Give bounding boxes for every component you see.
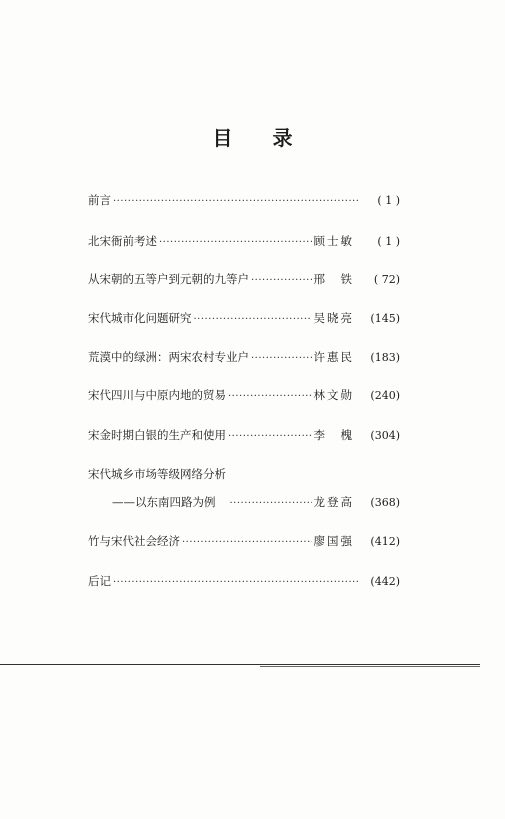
toc-entry-author: 顾士敏 [313,234,354,248]
toc-entry-title: 从宋朝的五等户到元朝的九等户 [88,272,249,286]
toc-entry-author: 林文勋 [313,388,354,402]
toc-leader-dots [230,498,312,509]
toc-leader-dots [228,431,312,442]
toc-entry-title: ——以东南四路为例 [112,495,216,509]
toc-leader-dots [194,314,312,325]
toc-entry-page: (412) [370,535,400,548]
toc-entry-page: (183) [370,351,400,364]
toc-leader-dots [113,196,360,207]
toc-entry-preface[interactable] [88,192,400,210]
toc-entry-page: ( 1 ) [377,235,400,248]
toc-entry-author: 许惠民 [313,350,354,364]
toc-entry-title: 前言 [88,193,111,207]
toc-entry-page: (304) [370,429,400,442]
toc-entry-title: 宋代四川与中原内地的贸易 [88,388,226,402]
toc-entry-title: 北宋衙前考述 [88,234,157,248]
toc-entry-title[interactable]: 宋代城乡市场等级网络分析 [88,467,226,481]
page-divider [0,664,480,665]
toc-entry-author: 邢 铁 [313,272,354,286]
toc-entry-title: 后记 [88,574,111,588]
toc-entry-afterword[interactable] [88,573,400,591]
title-char-1: 目 [212,126,233,150]
toc-entry[interactable] [88,533,400,551]
page-title [0,122,505,151]
toc-entry[interactable] [88,271,400,289]
toc-entry-author: 廖国强 [313,534,354,548]
toc-entry-page: ( 1 ) [377,194,400,207]
toc-entry[interactable] [88,427,400,445]
toc-leader-dots [251,275,312,286]
toc-entry-page: (240) [370,389,400,402]
toc-entry[interactable] [88,387,400,405]
toc-entry-title: 竹与宋代社会经济 [88,534,180,548]
toc-entry[interactable] [88,233,400,251]
toc-entry-page: ( 72) [373,273,400,286]
toc-leader-dots [113,577,360,588]
toc-entry-author: 龙登高 [313,495,354,509]
toc-entry[interactable] [88,310,400,328]
toc-leader-dots [251,353,312,364]
toc-entry-author: 吴晓亮 [313,311,354,325]
title-char-2: 录 [272,126,293,150]
toc-entry-page: (368) [370,496,400,509]
toc-entry-title: 宋金时期白银的生产和使用 [88,428,226,442]
page-divider-shadow [260,666,480,667]
toc-leader-dots [159,237,312,248]
toc-entry-page: (442) [370,575,400,588]
toc-entry-title: 宋代城市化问题研究 [88,311,192,325]
toc-entry[interactable] [88,349,400,367]
toc-entry-subtitle[interactable] [112,494,400,512]
toc-entry-author: 李 槐 [313,428,354,442]
toc-leader-dots [182,537,312,548]
toc-entry-page: (145) [370,312,400,325]
toc-leader-dots [228,391,312,402]
toc-entry-title: 荒漠中的绿洲：两宋农村专业户 [88,350,249,364]
